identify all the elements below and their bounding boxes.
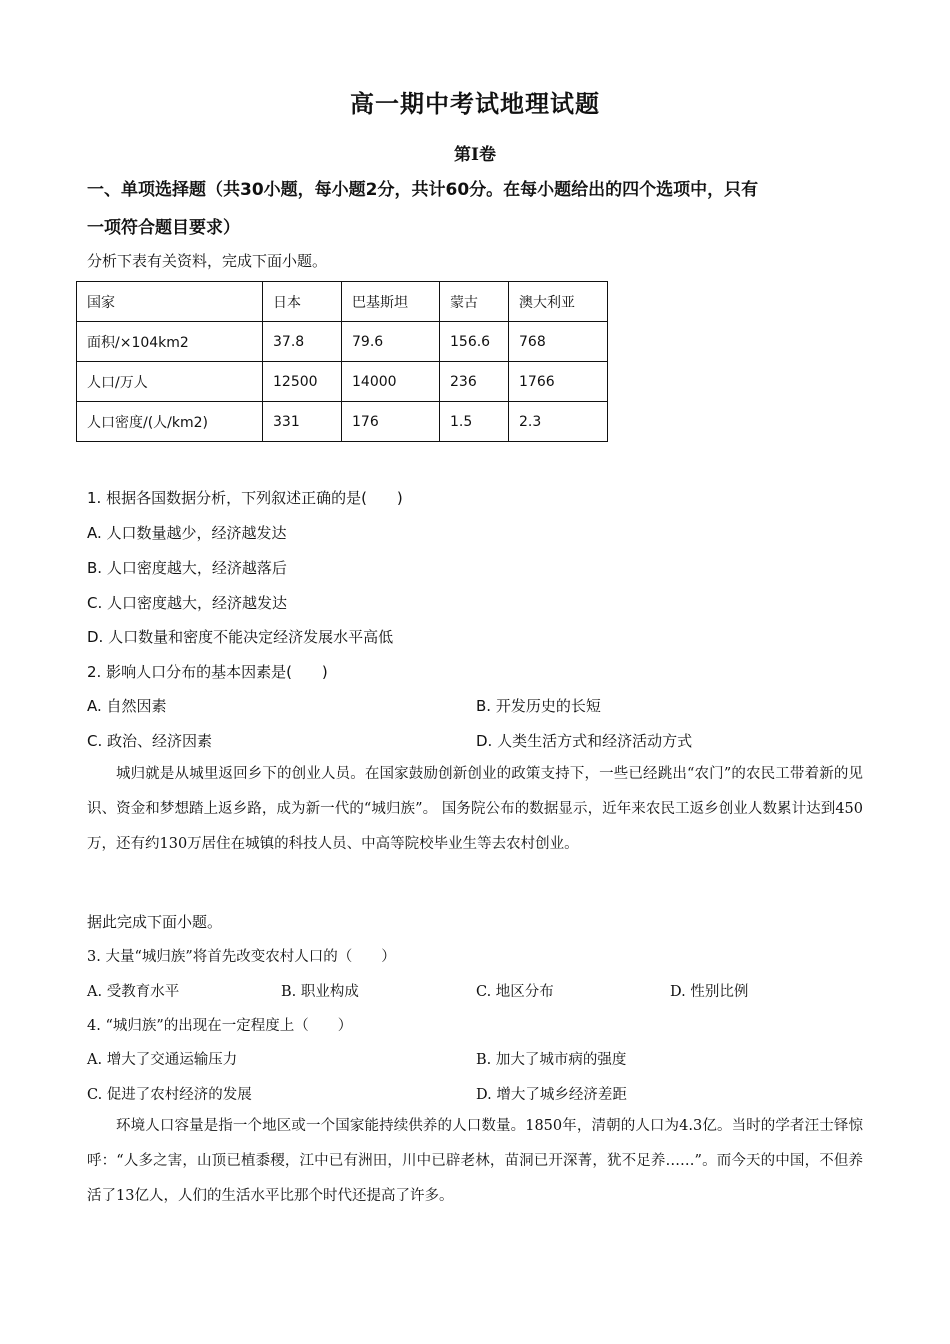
table-cell: 768 [509,322,608,362]
table-cell: 1766 [509,362,608,402]
passage-city-returnees: 城归就是从城里返回乡下的创业人员。在国家鼓励创新创业的政策支持下，一些已经跳出“农门”的农民工带着新的见识、资金和梦想踏上返乡路，成为新一代的“城归族”。 国务院公布的数据显示，近年来农民工返乡创业人数累计达到450万，还有约130万居住在城镇的科技人员、中高等院校毕业生等去农村创业。 [87,766,863,852]
table-cell: 国家 [77,282,263,322]
question-3-stem: 3. 大量“城归族”将首先改变农村人口的（ ） [87,949,396,965]
table-row [77,362,608,402]
question-1-option-d: D. 人口数量和密度不能决定经济发展水平高低 [87,628,394,646]
table-cell: 37.8 [263,322,342,362]
volume-heading: 第Ⅰ卷 [454,145,496,165]
question-4-option-a: A. 增大了交通运输压力 [87,1052,238,1068]
question-4-option-c: C. 促进了农村经济的发展 [87,1087,252,1103]
question-1-option-c: C. 人口密度越大，经济越发达 [87,594,288,612]
question-2-option-b: B. 开发历史的长短 [476,697,601,715]
passage-prompt: 据此完成下面小题。 [87,913,223,931]
question-2-stem: 2. 影响人口分布的基本因素是( ) [87,663,328,681]
table-cell: 日本 [263,282,342,322]
question-4-option-b: B. 加大了城市病的强度 [476,1052,627,1068]
question-3-option-b: B. 职业构成 [281,984,359,1000]
country-data-table [76,281,608,442]
table-cell: 1.5 [440,402,509,442]
question-1-option-b: B. 人口密度越大，经济越落后 [87,559,287,577]
table-cell: 澳大利亚 [509,282,608,322]
table-cell: 面积/×104km2 [77,322,263,362]
question-3-option-c: C. 地区分布 [476,984,554,1000]
table-cell: 人口密度/(人/km2) [77,402,263,442]
question-4-stem: 4. “城归族”的出现在一定程度上（ ） [87,1018,353,1034]
question-1-option-a: A. 人口数量越少，经济越发达 [87,524,287,542]
page-title: 高一期中考试地理试题 [350,89,600,118]
table-cell: 人口/万人 [77,362,263,402]
section-heading-line1: 一、单项选择题（共30小题，每小题2分，共计60分。在每小题给出的四个选项中，只有 [87,180,759,200]
table-row [77,402,608,442]
table-cell: 156.6 [440,322,509,362]
question-1-stem: 1. 根据各国数据分析，下列叙述正确的是( ) [87,489,403,507]
question-2-option-d: D. 人类生活方式和经济活动方式 [476,732,693,750]
passage-environment-capacity: 环境人口容量是指一个地区或一个国家能持续供养的人口数量。1850年，清朝的人口为4.3亿。当时的学者汪士铎惊呼：“人多之害，山顶已植黍稷，江中已有洲田，川中已辟老林，苗洞已开深菁，犹不足养……”。而今天的中国，不但养活了13亿人，人们的生活水平比那个时代还提高了许多。 [87,1118,863,1204]
table-row [77,322,608,362]
table-cell: 331 [263,402,342,442]
question-3-option-d: D. 性别比例 [670,984,749,1000]
table-cell: 蒙古 [440,282,509,322]
table-cell: 79.6 [342,322,440,362]
table-cell: 176 [342,402,440,442]
table-cell: 12500 [263,362,342,402]
table-intro: 分析下表有关资料，完成下面小题。 [87,252,328,270]
table-header-row [77,282,608,322]
question-2-option-a: A. 自然因素 [87,697,167,715]
table-cell: 2.3 [509,402,608,442]
table-cell: 236 [440,362,509,402]
question-3-option-a: A. 受教育水平 [87,984,180,1000]
table-cell: 巴基斯坦 [342,282,440,322]
table-cell: 14000 [342,362,440,402]
section-heading-line2: 一项符合题目要求） [87,218,240,238]
question-2-option-c: C. 政治、经济因素 [87,732,213,750]
question-4-option-d: D. 增大了城乡经济差距 [476,1087,627,1103]
